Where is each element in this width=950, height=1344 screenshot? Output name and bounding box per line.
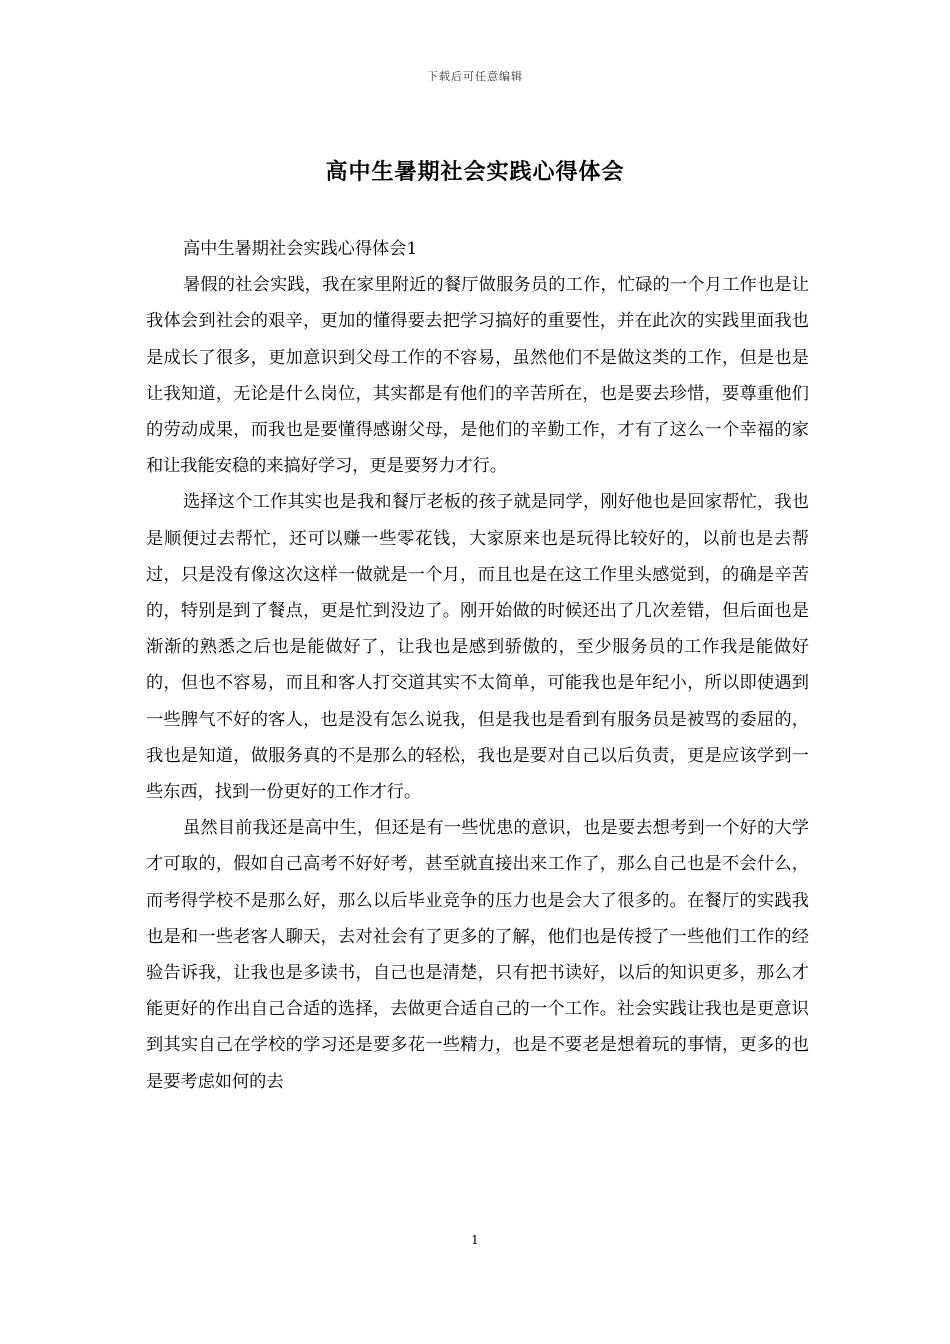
body-paragraph-3: 虽然目前我还是高中生，但还是有一些忧患的意识，也是要去想考到一个好的大学才可取的，假如自己高考不好好考，甚至就直接出来工作了，那么自己也是不会什么，而考得学校不是那么好，那么以后毕业竞争的压力也是会大了很多的。在餐厅的实践我也是和一些老客人聊天，去对社会有了更多的了解，他们也是传授了一些他们工作的经验告诉我，让我也是多读书，自己也是清楚，只有把书读好，以后的知识更多，那么才能更好的作出自己合适的选择，去做更合适自己的一个工作。社会实践让我也是更意识到其实自己在学校的学习还是要多花一些精力，也是不要老是想着玩的事情，更多的也是要考虑如何的去 xyxy=(146,818,809,1092)
page-number: 1 xyxy=(471,1233,479,1247)
header-note: 下载后可任意编辑 xyxy=(427,70,523,83)
document-body xyxy=(146,231,809,1100)
document-title: 高中生暑期社会实践心得体会 xyxy=(325,159,625,185)
body-paragraph-2: 选择这个工作其实也是我和餐厅老板的孩子就是同学，刚好他也是回家帮忙，我也是顺便过去帮忙，还可以赚一些零花钱，大家原来也是玩得比较好的，以前也是去帮过，只是没有像这次这样一做就是一个月，而且也是在这工作里头感觉到，的确是辛苦的，特别是到了餐点，更是忙到没边了。刚开始做的时候还出了几次差错，但后面也是渐渐的熟悉之后也是能做好了，让我也是感到骄傲的，至少服务员的工作我是能做好的，但也不容易，而且和客人打交道其实不太简单，可能我也是年纪小，所以即使遇到一些脾气不好的客人，也是没有怎么说我，但是我也是看到有服务员是被骂的委屈的，我也是知道，做服务真的不是那么的轻松，我也是要对自己以后负责，更是应该学到一些东西，找到一份更好的工作才行。 xyxy=(146,492,809,803)
section-heading: 高中生暑期社会实践心得体会1 xyxy=(182,239,418,259)
body-paragraph-1: 暑假的社会实践，我在家里附近的餐厅做服务员的工作，忙碌的一个月工作也是让我体会到社会的艰辛，更加的懂得要去把学习搞好的重要性，并在此次的实践里面我也是成长了很多，更加意识到父母工作的不容易，虽然他们不是做这类的工作，但是也是让我知道，无论是什么岗位，其实都是有他们的辛苦所在，也是要去珍惜，要尊重他们的劳动成果，而我也是要懂得感谢父母，是他们的辛勤工作，才有了这么一个幸福的家和让我能安稳的来搞好学习，更是要努力才行。 xyxy=(146,275,809,477)
